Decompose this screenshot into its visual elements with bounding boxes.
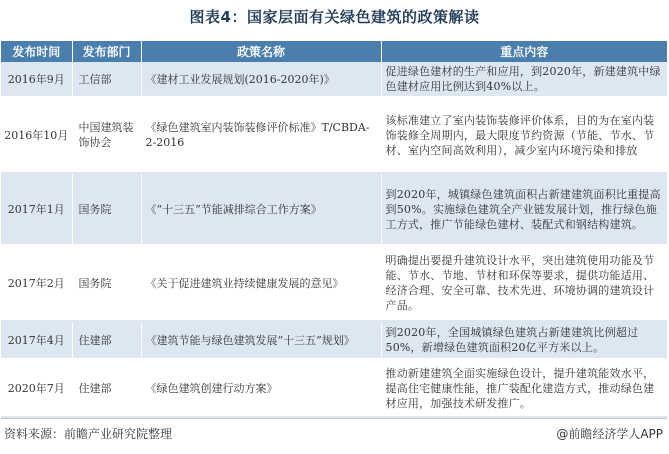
table-row: [1, 173, 667, 245]
cell-policy-name: 《建材工业发展规划(2016-2020年)》: [141, 62, 381, 97]
cell-dept: 工信部: [72, 62, 141, 97]
cell-key-content: 促进绿色建材的生产和应用，到2020年，新建建筑中绿色建材应用比例达到40%以上。: [381, 62, 667, 97]
policy-table: [1, 41, 667, 418]
cell-key-content: 到2020年，城镇绿色建筑面积占新建建筑面积比重提高到50%。实施绿色建筑全产业链发展计划，推行绿色施工方式，推广节能绿色建材、装配式和钢结构建筑。: [381, 173, 667, 245]
cell-date: 2016年9月: [1, 62, 72, 97]
cell-policy-name: 《绿色建筑室内装饰装修评价标准》T/CBDA-2-2016: [141, 97, 381, 173]
brand-credit: @前瞻经济学人APP: [556, 427, 663, 441]
table-row: [1, 245, 667, 321]
table-row: [1, 62, 667, 97]
cell-key-content: 明确提出要提升建筑设计水平，突出建筑使用功能及节能、节水、节地、节材和环保等要求，提供功能适用、经济合理、安全可靠、技术先进、环境协调的建筑设计产品。: [381, 245, 667, 321]
source-note: 资料来源：前瞻产业研究院整理: [4, 427, 173, 441]
cell-date: 2017年1月: [1, 173, 72, 245]
cell-policy-name: 《建筑节能与绿色建筑发展“十三五”规划》: [141, 321, 381, 359]
cell-date: 2016年10月: [1, 97, 72, 173]
cell-date: 2020年7月: [1, 359, 72, 417]
cell-key-content: 推动新建建筑全面实施绿色设计，提升建筑能效水平，提高住宅健康性能，推广装配化建造方式，推动绿色建材应用，加强技术研发推广。: [381, 359, 667, 417]
footer-divider: [1, 418, 667, 419]
header-dept: 发布部门: [72, 41, 141, 62]
table-row: [1, 97, 667, 173]
header-policy-name: 政策名称: [141, 41, 381, 62]
cell-dept: 住建部: [72, 359, 141, 417]
cell-key-content: 到2020年，全国城镇绿色建筑占新建建筑比例超过50%，新增绿色建筑面积20亿平方米以上。: [381, 321, 667, 359]
page-title: 图表4：国家层面有关绿色建筑的政策解读: [189, 8, 480, 26]
cell-date: 2017年2月: [1, 245, 72, 321]
header-date: 发布时间: [1, 41, 72, 62]
cell-dept: 国务院: [72, 245, 141, 321]
cell-policy-name: 《关于促进建筑业持续健康发展的意见》: [141, 245, 381, 321]
cell-dept: 中国建筑装饰协会: [72, 97, 141, 173]
table-header-row: [1, 41, 667, 62]
header-key-content: 重点内容: [381, 41, 667, 62]
table-row: [1, 321, 667, 359]
table-row: [1, 359, 667, 417]
cell-policy-name: 《“十三五”节能减排综合工作方案》: [141, 173, 381, 245]
cell-dept: 住建部: [72, 321, 141, 359]
cell-key-content: 该标准建立了室内装饰装修评价体系，目的为在室内装饰装修全周期内，最大限度节约资源（节能、节水、节材、室内空间高效利用），减少室内环境污染和排放: [381, 97, 667, 173]
cell-dept: 国务院: [72, 173, 141, 245]
cell-policy-name: 《绿色建筑创建行动方案》: [141, 359, 381, 417]
cell-date: 2017年4月: [1, 321, 72, 359]
